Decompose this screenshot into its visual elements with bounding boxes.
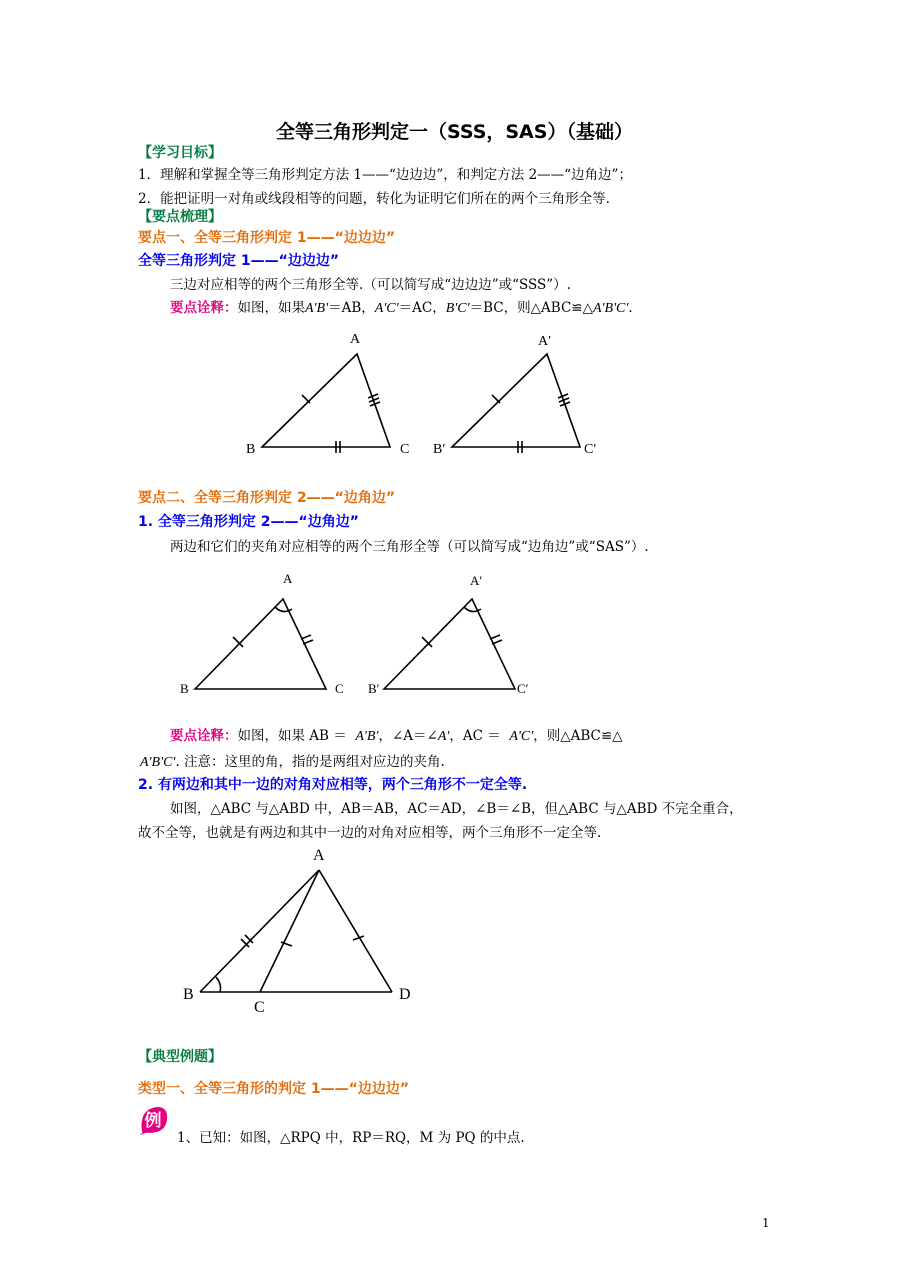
point1-subheading: 全等三角形判定 1——“边边边” (138, 253, 340, 269)
type1-heading: 类型一、全等三角形的判定 1——“边边边” (138, 1081, 410, 1097)
sas-figure (175, 565, 555, 705)
point2-subheading: 1. 全等三角形判定 2——“边角边” (138, 514, 359, 530)
badge-label: 例 (144, 1111, 162, 1130)
point1-text: 三边对应相等的两个三角形全等.（可以简写成“边边边”或“SSS”）. (170, 277, 571, 293)
vertex-label: A′ (538, 334, 552, 349)
vertex-label: C′ (517, 681, 529, 696)
vertex-label: B (183, 986, 194, 1003)
vertex-label: B′ (433, 442, 446, 457)
note-text: 如图，如果 AB ＝ (237, 728, 347, 744)
vertex-label: C′ (584, 442, 597, 457)
note-text: . (628, 300, 633, 316)
math-angle: A' (437, 729, 450, 744)
vertex-label: C (335, 681, 344, 696)
note-text: ，AC ＝ (449, 728, 501, 744)
vertex-label: A (313, 847, 325, 864)
note-text: ，∠A＝∠ (378, 728, 438, 744)
examples-heading: 【典型例题】 (138, 1049, 222, 1065)
vertex-label: A′ (470, 573, 483, 588)
vertex-label: B (246, 442, 256, 457)
point2-heading: 要点二、全等三角形判定 2——“边角边” (138, 490, 396, 506)
example-badge-icon (138, 1104, 170, 1136)
goals-heading: 【学习目标】 (138, 145, 222, 161)
example-question-1: 1、已知：如图，△RPQ 中，RP＝RQ，M 为 PQ 的中点. (177, 1130, 525, 1146)
note-text: ＝BC，则△ABC≌△ (469, 300, 593, 316)
note-label: 要点诠释： (170, 728, 238, 744)
vertex-label: C (400, 442, 410, 457)
point2-note-line2 (140, 750, 445, 771)
goal-item-1: 1．理解和掌握全等三角形判定方法 1——“边边边”，和判定方法 2——“边角边”； (138, 167, 632, 183)
point2-text2-line2: 故不全等，也就是有两边和其中一边的对角对应相等，两个三角形不一定全等. (138, 825, 602, 841)
point2-text: 两边和它们的夹角对应相等的两个三角形全等（可以简写成“边角边”或“SAS”）. (170, 539, 649, 555)
note-text: 如图，如果 (237, 300, 305, 316)
points-heading: 【要点梳理】 (138, 209, 222, 225)
note-label: 要点诠释： (170, 300, 238, 316)
math-segment: A'B' (305, 301, 329, 316)
note-text: ＝AC， (398, 300, 446, 316)
point2-text2-line1: 如图，△ABC 与△ABD 中，AB＝AB，AC＝AD，∠B＝∠B，但△ABC 与△ABD 不完全重合， (170, 801, 743, 817)
point2-subheading-2: 2. 有两边和其中一边的对角对应相等，两个三角形不一定全等. (138, 777, 528, 793)
goal-item-2: 2．能把证明一对角或线段相等的问题，转化为证明它们所在的两个三角形全等. (138, 191, 610, 207)
note-text: . 注意：这里的角，指的是两组对应边的夹角. (175, 754, 445, 770)
page-title: 全等三角形判定一（SSS，SAS）（基础） (276, 121, 633, 143)
point2-note-line1 (170, 724, 623, 745)
math-triangle: A'B'C' (140, 755, 176, 770)
note-text: ，则△ABC≌△ (533, 728, 623, 744)
math-triangle: A'B'C' (592, 301, 629, 316)
vertex-label: B (180, 681, 189, 696)
vertex-label: D (399, 986, 411, 1003)
vertex-label: C (254, 999, 265, 1016)
vertex-label: B′ (368, 681, 380, 696)
sss-figure (240, 325, 620, 465)
math-segment: A'C' (374, 301, 399, 316)
vertex-label: A (350, 332, 361, 347)
ssa-figure (180, 842, 430, 1022)
point1-heading: 要点一、全等三角形判定 1——“边边边” (138, 230, 396, 246)
point1-note (170, 296, 633, 317)
note-text: ＝AB， (328, 300, 375, 316)
vertex-label: A (283, 571, 293, 586)
math-segment: B'C' (445, 301, 470, 316)
math-segment: A'C' (509, 729, 534, 744)
math-segment: A'B' (355, 729, 379, 744)
page-number: 1 (762, 1216, 770, 1230)
